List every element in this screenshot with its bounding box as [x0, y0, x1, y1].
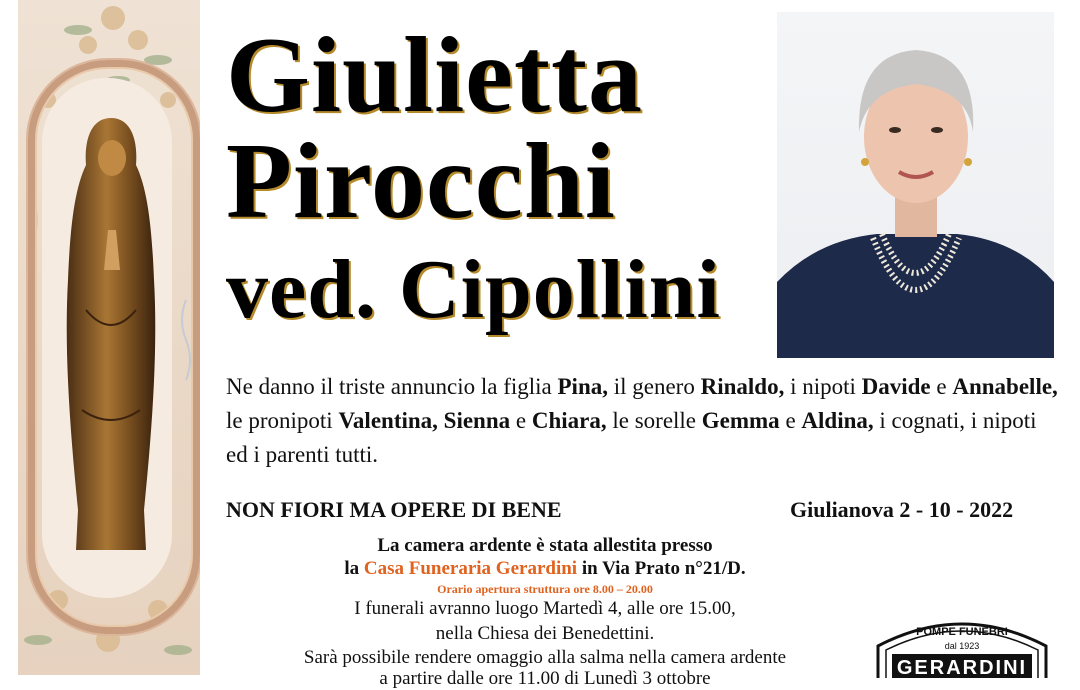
announcement-segment: e	[930, 374, 953, 399]
gerardini-logo	[872, 608, 1052, 678]
deceased-last-name: Pirocchi	[226, 122, 616, 241]
funeral-church: nella Chiesa dei Benedettini.	[435, 623, 655, 644]
daughter-name: Pina,	[557, 374, 608, 399]
opening-hours: Orario apertura struttura ore 8.00 – 20.00	[437, 582, 653, 596]
decorative-panel	[18, 0, 200, 675]
announcement-segment: le pronipoti	[226, 408, 339, 433]
homage-note: Sarà possibile rendere omaggio alla salma nella camera ardente	[303, 647, 787, 668]
madonna-statue-image	[56, 110, 166, 560]
announcement-segment: e	[779, 408, 802, 433]
deceased-married-name: ved. Cipollini	[226, 243, 721, 336]
logo-since: dal 1923	[944, 641, 980, 651]
announcement-segment: Ne danno il triste annuncio la figlia	[226, 374, 558, 399]
announcement-segment: i cognati, i nipoti	[873, 408, 1037, 433]
chapel-line-1: La camera ardente è stata allestita presso	[377, 535, 713, 556]
portrait-photo	[777, 12, 1054, 358]
chapel-line-2-prefix: la	[344, 558, 364, 579]
portrait-illustration	[777, 12, 1054, 358]
logo-top-text: POMPE FUNEBRI	[916, 626, 1008, 638]
announcement-segment: i nipoti	[784, 374, 862, 399]
son-in-law-name: Rinaldo,	[700, 374, 785, 399]
announcement-text	[226, 370, 1061, 472]
sister-name: Aldina,	[801, 408, 874, 433]
chapel-address: in Via Prato n°21/D.	[577, 558, 746, 579]
great-grandchild-names: Valentina, Sienna	[338, 408, 511, 433]
announcement-segment: le sorelle	[606, 408, 702, 433]
deceased-first-name: Giulietta	[226, 16, 643, 135]
grandchild-name: Annabelle,	[952, 374, 1058, 399]
sister-name: Gemma	[701, 408, 780, 433]
grandchild-name: Davide	[861, 374, 931, 399]
announcement-segment: e	[510, 408, 532, 433]
place-and-date: Giulianova 2 - 10 - 2022	[790, 497, 1014, 522]
chapel-line-2	[215, 558, 875, 580]
no-flowers-note: NON FIORI MA OPERE DI BENE	[226, 497, 562, 522]
announcement-segment: il genero	[607, 374, 701, 399]
logo-brand: GERARDINI	[896, 657, 1028, 678]
announcement-segment: ed i parenti tutti.	[226, 442, 379, 467]
homage-note-continued: a partire dalle ore 11.00 di Lunedì 3 ottobre	[379, 668, 711, 689]
funeral-time: I funerali avranno luogo Martedì 4, alle ore 15.00,	[354, 598, 736, 619]
funeral-home-name: Casa Funeraria Gerardini	[363, 558, 578, 579]
great-grandchild-name: Chiara,	[531, 408, 607, 433]
